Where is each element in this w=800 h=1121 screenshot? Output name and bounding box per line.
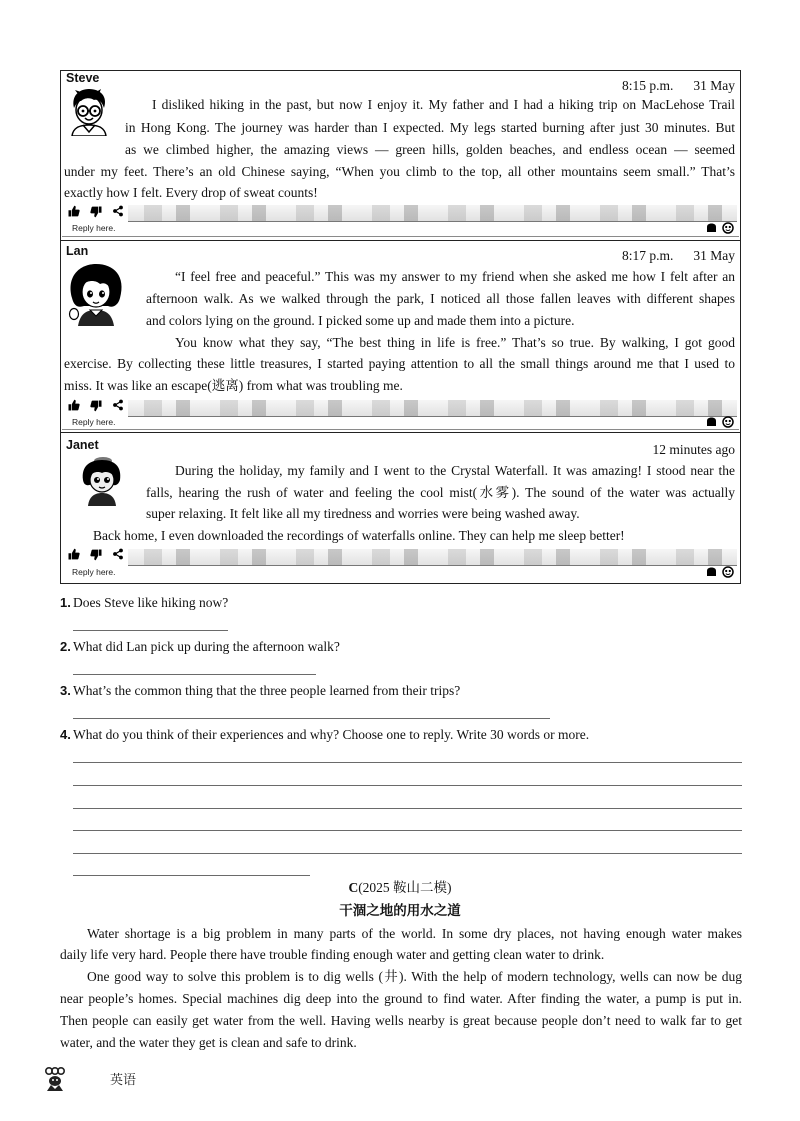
- post-text-line: Back home, I even downloaded the recordings of waterfalls online. They can help me sleep better!: [93, 528, 625, 543]
- passage-line: daily life very hard. People there have trouble finding enough water and getting clean water to drink.: [60, 947, 605, 962]
- post-text-line: exactly how I felt. Every drop of sweat counts!: [64, 185, 318, 200]
- lan-avatar: [64, 262, 128, 326]
- question-text: Does Steve like hiking now?: [73, 595, 229, 610]
- image-icon[interactable]: [706, 223, 717, 233]
- share-icon[interactable]: [112, 205, 124, 217]
- post-text-line: exercise. By collecting these little treasures, I started paying attention to all the small things around me that I used to: [64, 356, 735, 371]
- passage-line: near people’s homes. Special machines dig deep into the ground to find water. After finding the water, a pump is put in.: [60, 991, 742, 1006]
- answer-line: [73, 630, 228, 631]
- question-number: 3.: [60, 683, 71, 698]
- question-1: [60, 595, 228, 611]
- answer-line: [73, 875, 310, 876]
- section-source: (2025 鞍山二模): [358, 880, 452, 895]
- passage-line: Water shortage is a big problem in many parts of the world. In some dry places, not having enough water makes: [87, 926, 742, 941]
- janet-avatar: [78, 456, 124, 506]
- post-text-line: I disliked hiking in the past, but now I enjoy it. My father and I had a hiking trip on MacLehose Trail: [152, 97, 735, 112]
- post-text-line: falls, hearing the rush of water and feeling the cool mist(水雾). The sound of the water was actually: [146, 485, 735, 500]
- reply-placeholder: Reply here.: [72, 417, 116, 427]
- post-time: 8:15 p.m.: [621, 78, 674, 93]
- emoji-icon[interactable]: [722, 566, 734, 578]
- post-author: Lan: [66, 244, 89, 258]
- reply-preview-strip: [128, 400, 737, 417]
- question-text: What do you think of their experiences and why? Choose one to reply. Write 30 words or more.: [73, 727, 590, 742]
- passage-line: One good way to solve this problem is to dig wells (井). With the help of modern technology, wells can now be dug: [87, 969, 742, 984]
- share-icon[interactable]: [112, 399, 124, 411]
- post-text-line: and colors lying on the ground. I picked some up and made them into a picture.: [146, 313, 575, 328]
- image-icon[interactable]: [706, 417, 717, 427]
- post-text-line: in Hong Kong. The journey was harder than I expected. My legs started burning after just 30 minutes. But: [125, 120, 735, 135]
- reply-field-border: [62, 236, 739, 237]
- question-number: 2.: [60, 639, 71, 654]
- emoji-icon[interactable]: [722, 416, 734, 428]
- post-timestamp: [653, 442, 736, 458]
- share-icon[interactable]: [112, 548, 124, 560]
- question-number: 1.: [60, 595, 71, 610]
- thumbs-down-icon[interactable]: [90, 400, 102, 412]
- answer-line: [73, 785, 742, 786]
- question-2: [60, 639, 340, 655]
- post-timestamp: [622, 78, 735, 94]
- post-text-line: miss. It was like an escape(逃离) from what was troubling me.: [64, 378, 403, 393]
- passage-line: Then people can easily get water from the well. Having wells nearby is great because people don’t need to walk far to get: [60, 1013, 742, 1028]
- reply-preview-strip: [128, 549, 737, 566]
- question-text: What did Lan pick up during the afternoon walk?: [73, 639, 340, 654]
- reply-preview-strip: [128, 205, 737, 222]
- emoji-icon[interactable]: [722, 222, 734, 234]
- question-text: What’s the common thing that the three people learned from their trips?: [73, 683, 461, 698]
- reply-field-border: [62, 429, 739, 430]
- footer-subject: 英语: [110, 1072, 137, 1087]
- reply-placeholder: Reply here.: [72, 223, 116, 233]
- post-text-line: under my feet. There’s an old Chinese saying, “When you climb to the top, all other mountains seem small.” That’s: [64, 164, 735, 179]
- answer-line: [73, 853, 742, 854]
- post-date: 31 May: [693, 78, 735, 93]
- post-divider: [61, 432, 741, 433]
- post-author: Steve: [66, 71, 100, 85]
- section-label: C: [348, 880, 359, 895]
- post-text-line: “I feel free and peaceful.” This was my answer to my friend when she asked me how I felt after an: [175, 269, 735, 284]
- post-time: 8:17 p.m.: [621, 248, 674, 263]
- answer-line: [73, 718, 550, 719]
- thumbs-down-icon[interactable]: [90, 549, 102, 561]
- thumbs-up-icon[interactable]: [68, 548, 80, 560]
- post-author: Janet: [66, 438, 99, 452]
- post-divider: [61, 240, 741, 241]
- reply-placeholder: Reply here.: [72, 567, 116, 577]
- post-timestamp: [622, 248, 735, 264]
- thumbs-down-icon[interactable]: [90, 206, 102, 218]
- question-3: [60, 683, 460, 699]
- steve-avatar: [66, 88, 112, 136]
- passage-title: 干涸之地的用水之道: [339, 903, 461, 918]
- post-text-line: You know what they say, “The best thing in life is free.” That’s so true. By walking, I got good: [175, 335, 735, 350]
- post-date: 31 May: [693, 248, 735, 263]
- post-text-line: During the holiday, my family and I went to the Crystal Waterfall. It was amazing! I stood near the: [175, 463, 735, 478]
- section-heading: [0, 879, 800, 897]
- answer-line: [73, 830, 742, 831]
- thumbs-up-icon[interactable]: [68, 205, 80, 217]
- thumbs-up-icon[interactable]: [68, 399, 80, 411]
- post-text-line: as we climbed higher, the amazing views — green hills, golden beaches, and endless ocean — seemed: [125, 142, 735, 157]
- answer-line: [73, 808, 742, 809]
- publisher-logo: [44, 1066, 66, 1092]
- passage-line: water, and the water they get is clean and safe to drink.: [60, 1035, 357, 1050]
- question-number: 4.: [60, 727, 71, 742]
- post-text-line: super relaxing. It felt like all my tiredness and worries were being washed away.: [146, 506, 580, 521]
- answer-line: [73, 674, 316, 675]
- post-time: 12 minutes ago: [652, 442, 735, 457]
- question-4: [60, 727, 589, 743]
- answer-line: [73, 762, 742, 763]
- image-icon[interactable]: [706, 567, 717, 577]
- post-text-line: afternoon walk. As we walked through the park, I noticed all those fallen leaves with different shapes: [146, 291, 735, 306]
